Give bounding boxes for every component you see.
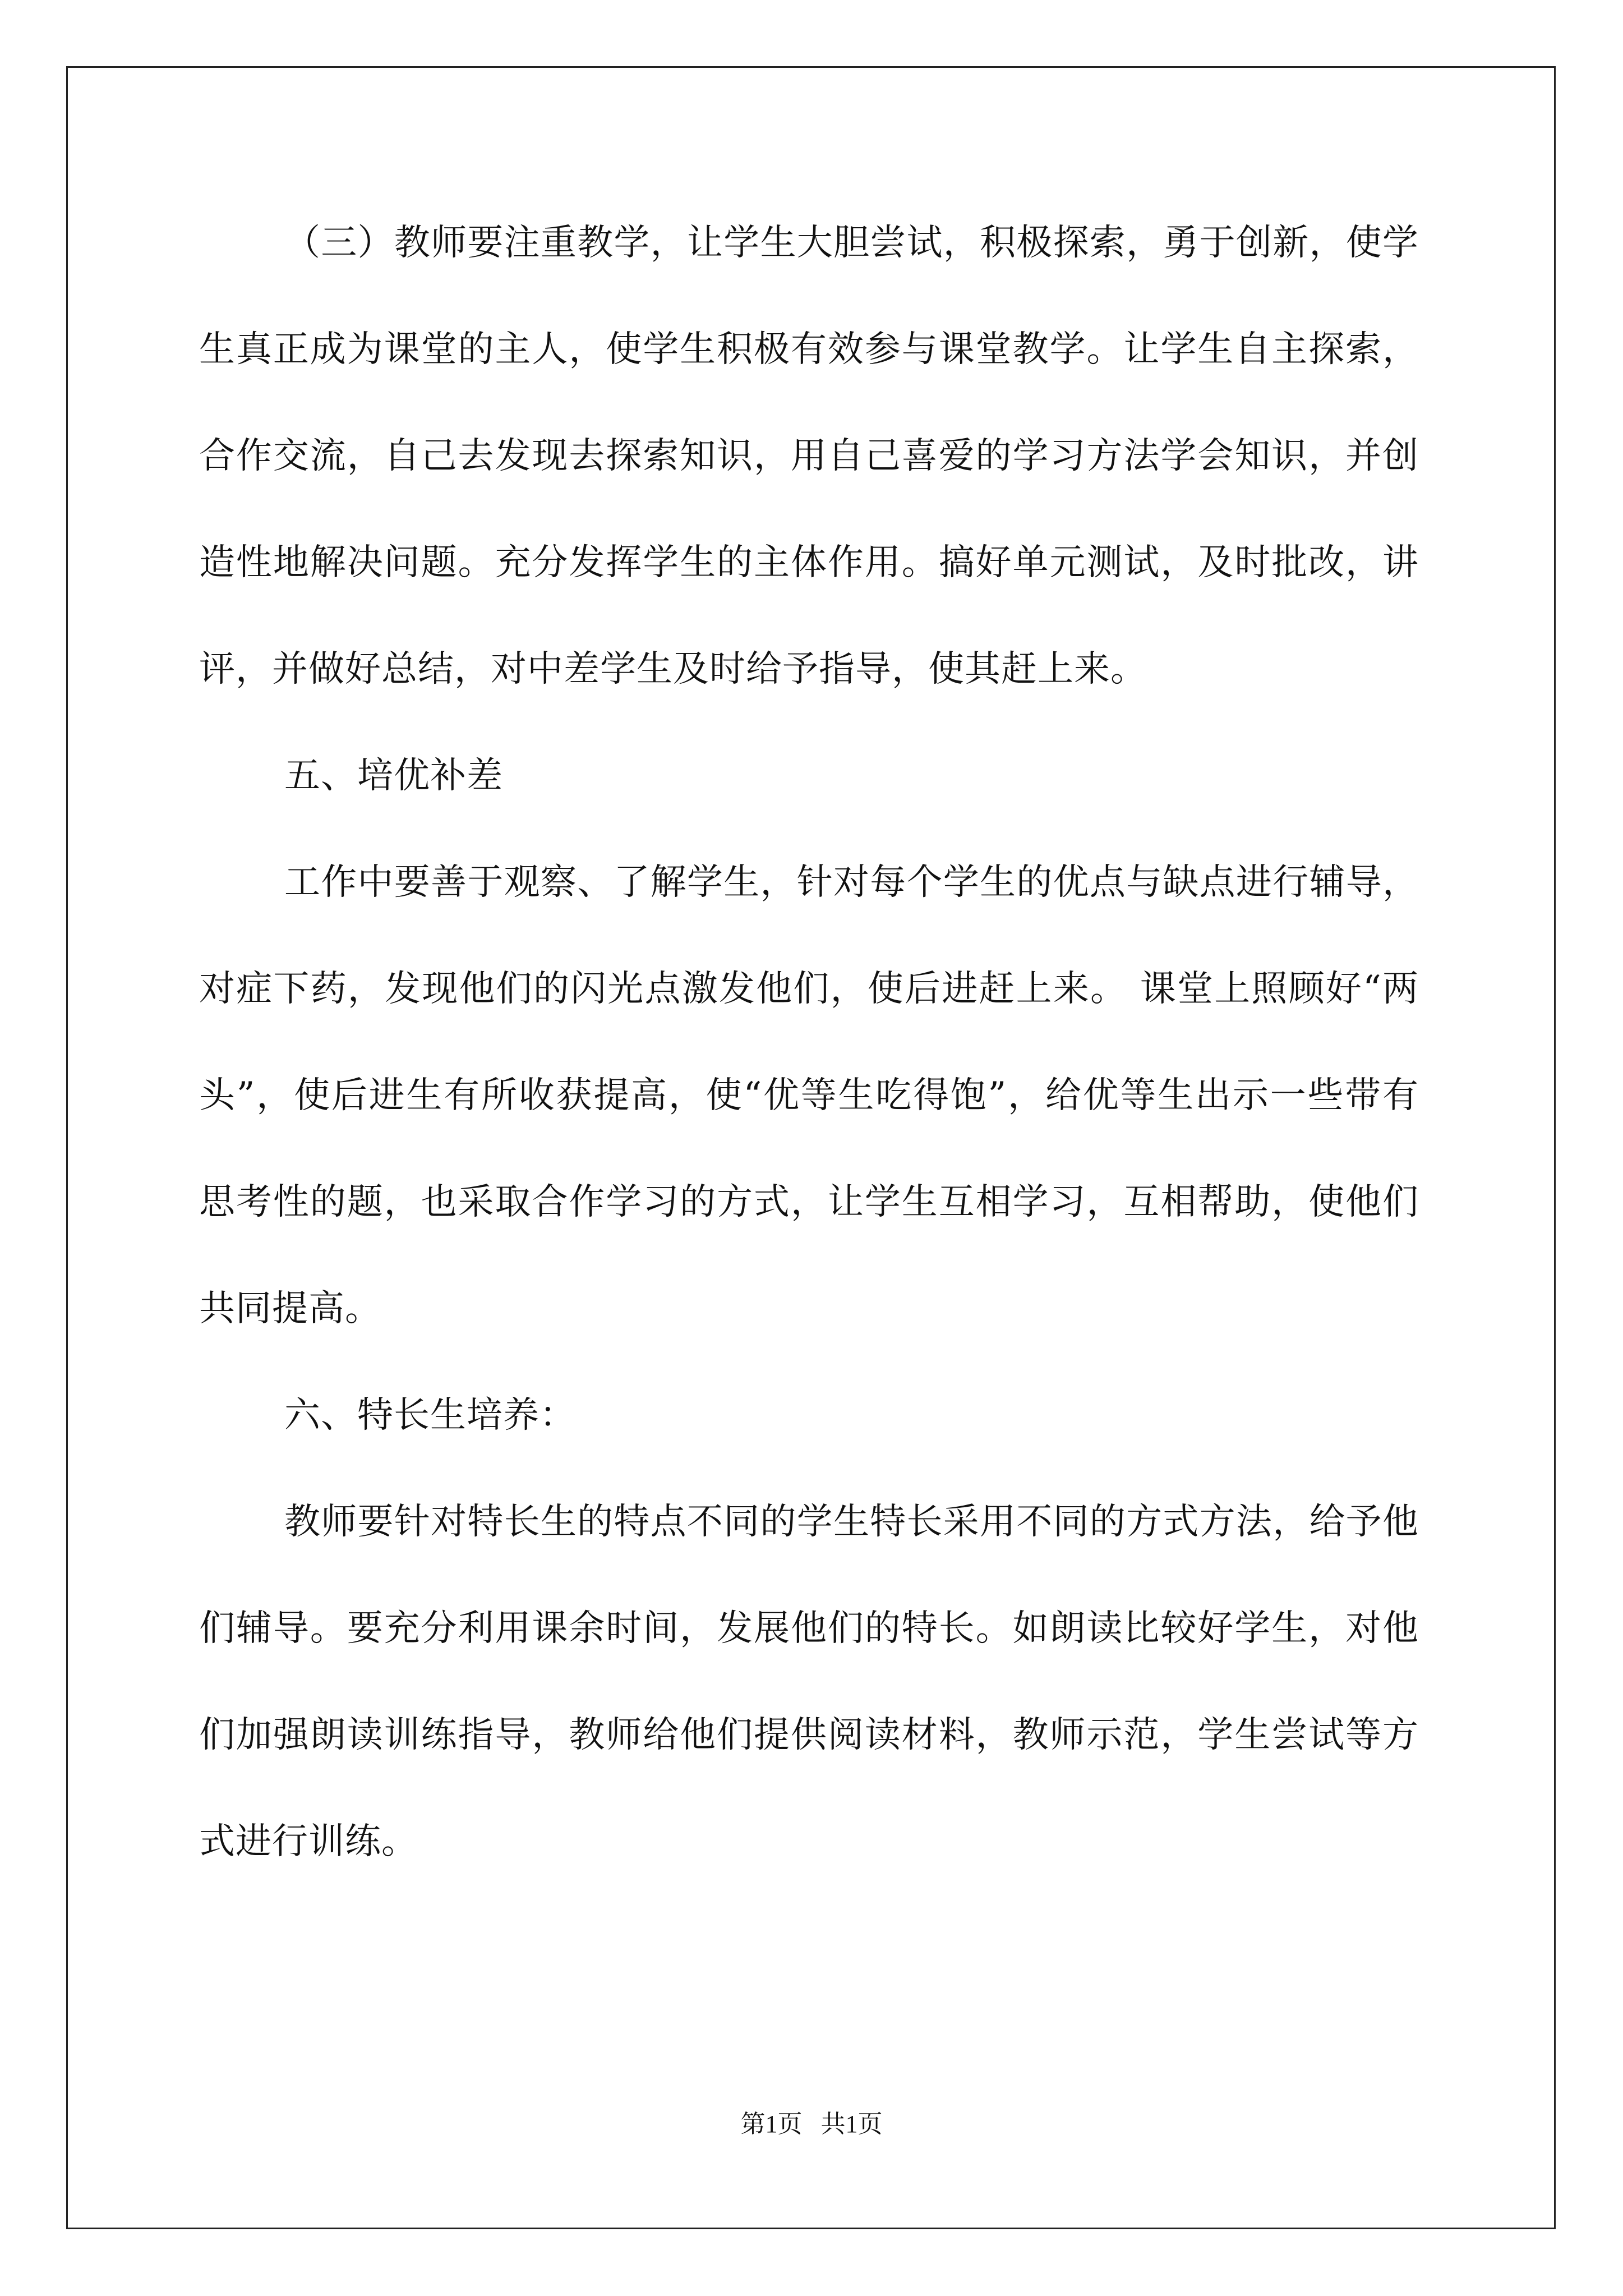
page-number: 第1页 bbox=[740, 2110, 803, 2138]
paragraph-teaching: （三）教师要注重教学，让学生大胆尝试，积极探索，勇于创新，使学生真正成为课堂的主人，使学生积极有效参与课堂教学。让学生自主探索，合作交流，自己去发现去探索知识，用自己喜爱的学习方法学会知识，并创造性地解决问题。充分发挥学生的主体作用。搞好单元测试，及时批改，讲评，并做好总结，对中差学生及时给予指导，使其赶上来。 bbox=[199, 222, 1419, 690]
heading-tutoring: 五、培优补差 bbox=[284, 755, 503, 797]
page-total: 共1页 bbox=[820, 2110, 883, 2138]
page-footer bbox=[0, 2104, 1623, 2139]
paragraph-talent: 教师要针对特长生的特点不同的学生特长采用不同的方式方法，给予他们辅导。要充分利用课余时间，发展他们的特长。如朗读比较好学生，对他们加强朗读训练指导，教师给他们提供阅读材料，教师示范，学生尝试等方式进行训练。 bbox=[199, 1501, 1419, 1862]
heading-talent: 六、特长生培养： bbox=[284, 1395, 576, 1436]
paragraph-tutoring: 工作中要善于观察、了解学生，针对每个学生的优点与缺点进行辅导，对症下药，发现他们的闪光点激发他们，使后进赶上来。 课堂上照顾好“两头”，使后进生有所收获提高，使“优等生吃得饱”，给优等生出示一些带有思考性的题，也采取合作学习的方式，让学生互相学习，互相帮助，使他们共同提高。 bbox=[199, 862, 1419, 1329]
document-body bbox=[199, 190, 1419, 1895]
